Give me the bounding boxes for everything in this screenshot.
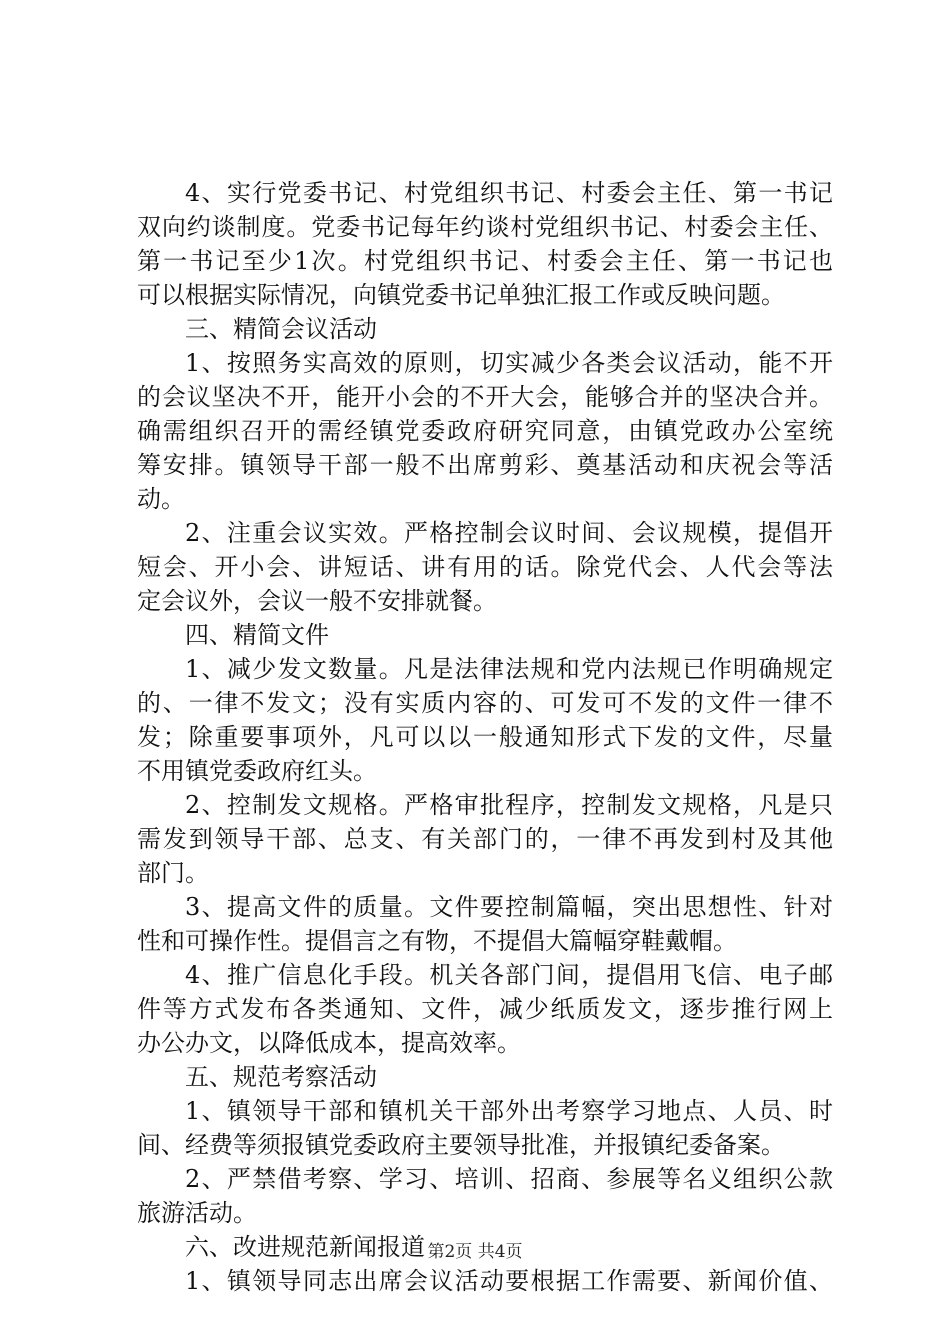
text-line: 4、推广信息化手段。机关各部门间，提倡用飞信、电子邮 (185, 961, 833, 989)
text-line: 第一书记至少1次。村党组织书记、村委会主任、第一书记也 (137, 247, 833, 275)
text-line: 的会议坚决不开，能开小会的不开大会，能够合并的坚决合并。 (137, 383, 833, 411)
text-line: 4、实行党委书记、村党组织书记、村委会主任、第一书记 (185, 179, 833, 207)
text-line: 需发到领导干部、总支、有关部门的，一律不再发到村及其他 (137, 825, 833, 853)
text-line: 2、注重会议实效。严格控制会议时间、会议规模，提倡开 (185, 519, 833, 547)
text-line: 2、控制发文规格。严格审批程序，控制发文规格，凡是只 (185, 791, 833, 819)
text-line: 双向约谈制度。党委书记每年约谈村党组织书记、村委会主任、 (137, 213, 833, 241)
text-line: 确需组织召开的需经镇党委政府研究同意，由镇党政办公室统 (137, 417, 833, 445)
text-line: 四、精简文件 (185, 621, 329, 649)
text-line: 可以根据实际情况，向镇党委书记单独汇报工作或反映问题。 (137, 281, 785, 309)
text-line: 发；除重要事项外，凡可以以一般通知形式下发的文件，尽量 (137, 723, 833, 751)
text-line: 性和可操作性。提倡言之有物，不提倡大篇幅穿鞋戴帽。 (137, 927, 737, 955)
text-line: 动。 (137, 485, 185, 513)
text-line: 件等方式发布各类通知、文件，减少纸质发文，逐步推行网上 (137, 995, 833, 1023)
text-line: 不用镇党委政府红头。 (137, 757, 377, 785)
text-line: 间、经费等须报镇党委政府主要领导批准，并报镇纪委备案。 (137, 1131, 785, 1159)
text-line: 办公办文，以降低成本，提高效率。 (137, 1029, 521, 1057)
text-line: 1、减少发文数量。凡是法律法规和党内法规已作明确规定 (185, 655, 833, 683)
page-footer: 第2页 共4页 (427, 1242, 523, 1262)
text-line: 2、严禁借考察、学习、培训、招商、参展等名义组织公款 (185, 1165, 833, 1193)
text-line: 的、一律不发文；没有实质内容的、可发可不发的文件一律不 (137, 689, 833, 717)
text-line: 1、按照务实高效的原则，切实减少各类会议活动，能不开 (185, 349, 833, 377)
document-body (137, 176, 833, 1298)
text-line: 1、镇领导同志出席会议活动要根据工作需要、新闻价值、 (185, 1267, 833, 1295)
text-line: 三、精简会议活动 (185, 315, 377, 343)
text-line: 3、提高文件的质量。文件要控制篇幅，突出思想性、针对 (185, 893, 833, 921)
text-line: 短会、开小会、讲短话、讲有用的话。除党代会、人代会等法 (137, 553, 833, 581)
text-line: 六、改进规范新闻报道 (185, 1233, 425, 1261)
text-line: 五、规范考察活动 (185, 1063, 377, 1091)
text-line: 筹安排。镇领导干部一般不出席剪彩、奠基活动和庆祝会等活 (137, 451, 833, 479)
text-line: 1、镇领导干部和镇机关干部外出考察学习地点、人员、时 (185, 1097, 833, 1125)
text-line: 旅游活动。 (137, 1199, 257, 1227)
text-line: 部门。 (137, 859, 209, 887)
text-line: 定会议外，会议一般不安排就餐。 (137, 587, 497, 615)
